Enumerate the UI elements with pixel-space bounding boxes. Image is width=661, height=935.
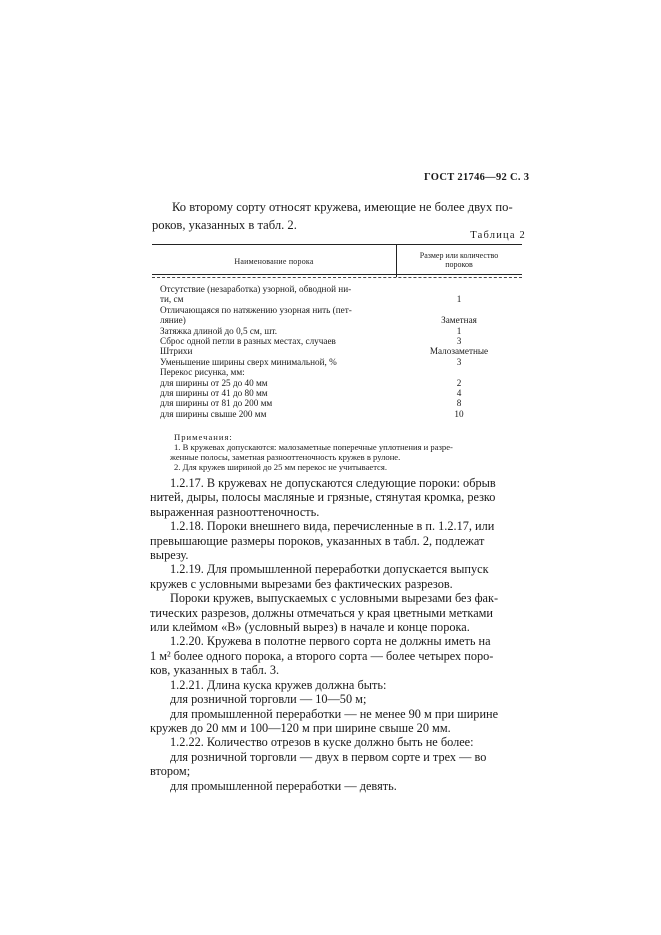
defect-name: для ширины от 41 до 80 мм: [160, 387, 268, 398]
defect-value: 3: [456, 356, 462, 367]
paragraph-line: вырезу.: [150, 548, 189, 563]
paragraph-line: Пороки кружев, выпускаемых с условными вырезами без фак-: [170, 591, 499, 606]
page-header: ГОСТ 21746—92 С. 3: [424, 172, 530, 183]
paragraph-line: выраженная разнооттеночность.: [150, 504, 320, 519]
defect-name: для ширины свыше 200 мм: [160, 408, 267, 419]
table-row: [152, 398, 522, 408]
table-row: [152, 367, 522, 377]
paragraph-line: или клеймом «В» (условный вырез) в начале и конце порока.: [150, 620, 470, 635]
paragraph-line: для промышленной переработки — не менее 90 м при ширине: [170, 706, 499, 721]
table-rule: [152, 274, 522, 275]
notes-title: Примечания:: [174, 432, 233, 442]
defect-value: 3: [456, 335, 462, 346]
defect-name: Затяжка длиной до 0,5 см, шт.: [160, 325, 278, 336]
table-row: [152, 315, 522, 325]
defect-value: 2: [456, 377, 462, 388]
table-row: [152, 357, 522, 367]
note-line: женные полосы, заметная разнооттеночность кружев в рулоне.: [170, 452, 401, 462]
defect-value: 1: [456, 294, 462, 305]
body-text: [150, 476, 524, 793]
paragraph-line: 1.2.20. Кружева в полотне первого сорта не должны иметь на: [170, 634, 491, 649]
paragraph-line: 1.2.17. В кружевах не допускаются следующие пороки: обрыв: [170, 476, 496, 490]
table-row: [152, 409, 522, 419]
paragraph-line: ков, указанных в табл. 3.: [150, 663, 280, 678]
paragraph-line: втором;: [150, 764, 191, 779]
paragraph-line: 1.2.18. Пороки внешнего вида, перечисленные в п. 1.2.17, или: [170, 519, 495, 534]
intro-line: роков, указанных в табл. 2.: [152, 218, 297, 232]
table-row: [152, 294, 522, 304]
paragraph-line: нитей, дыры, полосы масляные и грязные, стянутая кромка, резко: [150, 490, 496, 505]
defect-value: 4: [456, 387, 462, 398]
paragraph-line: для розничной торговли — двух в первом сорте и трех — во: [170, 749, 487, 764]
defect-name: Перекос рисунка, мм:: [160, 367, 245, 378]
paragraph-line: 1 м² более одного порока, а второго сорта — более четырех поро-: [150, 648, 494, 663]
note-line: 2. Для кружев шириной до 25 мм перекос не учитывается.: [174, 462, 387, 472]
table-row: [152, 378, 522, 388]
defect-name: Сброс одной петли в разных местах, случаев: [160, 335, 336, 346]
table-row: [152, 336, 522, 346]
paragraph-line: кружев с условными вырезами без фактических разрезов.: [150, 576, 453, 591]
table-divider: [396, 244, 397, 277]
defect-value: Заметная: [441, 315, 477, 326]
defect-name: ляние): [160, 315, 186, 326]
intro-paragraph: [152, 198, 522, 234]
defect-value: 10: [454, 408, 464, 419]
paragraph-line: превышающие размеры пороков, указанных в табл. 2, подлежат: [150, 533, 485, 548]
table-row: [152, 388, 522, 398]
table-rule: [152, 277, 522, 278]
defect-name: Отсутствие (незаработка) узорной, обводной ни-: [160, 284, 352, 294]
paragraph-line: для розничной торговли — 10—50 м;: [170, 692, 367, 707]
defect-name: для ширины от 81 до 200 мм: [160, 398, 273, 409]
defect-value: Малозаметные: [429, 346, 489, 357]
column-header-size-line: Размер или количество: [419, 251, 499, 260]
defect-name: Штрихи: [160, 346, 193, 357]
intro-line: Ко второму сорту относят кружева, имеющие не более двух по-: [172, 200, 513, 214]
defect-name: для ширины от 25 до 40 мм: [160, 377, 268, 388]
defect-name: ти, см: [160, 294, 184, 305]
paragraph-line: тических разрезов, должны отмечаться у края цветными метками: [150, 605, 494, 620]
table-row: [152, 284, 522, 294]
note-line: 1. В кружевах допускаются: малозаметные поперечные уплотнения и разре-: [174, 442, 453, 452]
column-header-size-line: пороков: [445, 260, 473, 269]
table-row: [152, 326, 522, 336]
paragraph-line: для промышленной переработки — девять.: [170, 778, 397, 793]
defect-name: Уменьшение ширины сверх минимальной, %: [160, 356, 337, 367]
paragraph-line: 1.2.22. Количество отрезов в куске должно быть не более:: [170, 735, 474, 750]
defect-name: Отличающаяся по натяжению узорная нить (пет-: [160, 304, 352, 315]
column-header-name: Наименование порока: [234, 257, 314, 266]
table-row: [152, 346, 522, 356]
table-caption: Таблица 2: [470, 230, 526, 241]
table-row: [152, 305, 522, 315]
paragraph-line: 1.2.21. Длина куска кружев должна быть:: [170, 677, 387, 692]
paragraph-line: кружев до 20 мм и 100—120 м при ширине свыше 20 мм.: [150, 720, 451, 735]
table-rule: [152, 244, 522, 245]
defect-value: 1: [456, 325, 462, 336]
table-body: [152, 284, 522, 419]
column-header-size: [400, 251, 518, 269]
table-notes: [152, 432, 522, 472]
defect-value: 8: [456, 398, 462, 409]
paragraph-line: 1.2.19. Для промышленной переработки допускается выпуск: [170, 562, 489, 577]
